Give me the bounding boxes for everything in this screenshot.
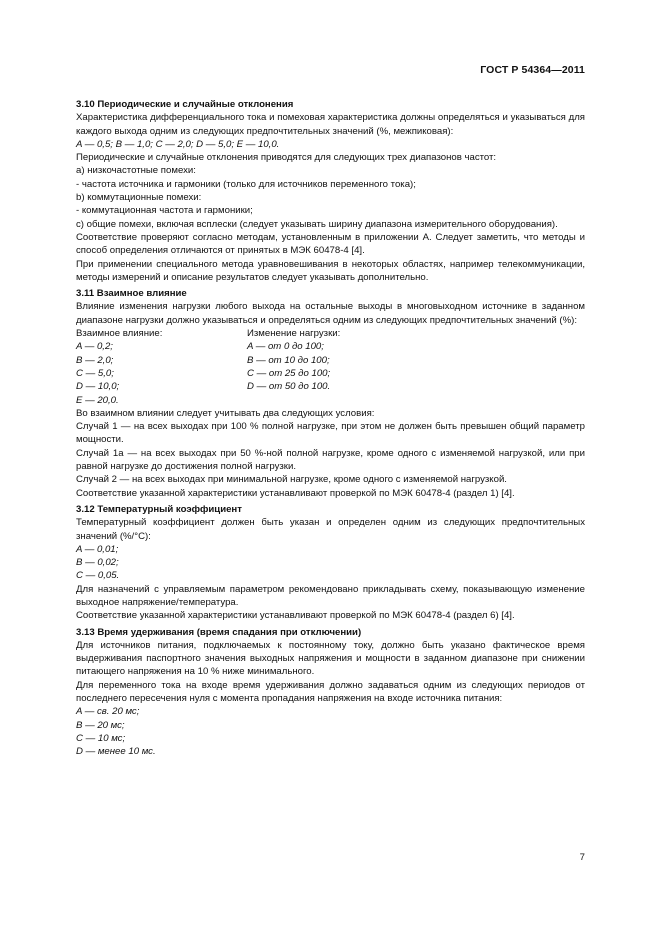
section-3-11-title: 3.11 Взаимное влияние xyxy=(76,288,187,300)
paragraph: Влияние изменения нагрузки любого выхода на остальные выходы в многовыходном источнике в заданном диапазоне нагрузки должно указываться и определяться одним из следующих предпочтительных значений (%): xyxy=(76,301,585,326)
paragraph: Температурный коэффициент должен быть указан и определен одним из следующих предпочтительных значений (%/°С): xyxy=(76,517,585,542)
value-cell: E — 20,0. xyxy=(76,394,119,406)
list-item: a) низкочастотные помехи: xyxy=(76,165,196,177)
value-cell: C — 5,0; xyxy=(76,367,114,379)
paragraph: Соответствие проверяют согласно методам, установленным в приложении А. Следует заметить, что методы и способ определения отличаются от принятых в МЭК 60478-4 [4]. xyxy=(76,231,585,257)
values-row xyxy=(76,367,585,380)
value-line: B — 0,02; xyxy=(76,557,119,569)
paragraph: Для переменного тока на входе время удерживания должно задаваться одним из следующих периодов от последнего пересечения нуля с момента пропадания напряжения на входе источника питания: xyxy=(76,679,585,705)
section-3-10-title: 3.10 Периодические и случайные отклонения xyxy=(76,99,294,110)
paragraph: Для назначений с управляемым параметром рекомендовано прикладывать схему, показывающую изменение выходное напряжение/температура. xyxy=(76,583,585,608)
value-cell: B — 2,0; xyxy=(76,354,114,366)
values-line: A — 0,5; B — 1,0; C — 2,0; D — 5,0; E — 10,0. xyxy=(76,138,280,150)
list-item: - коммутационная частота и гармоники; xyxy=(76,205,253,217)
section-3-12-title: 3.12 Температурный коэффициент xyxy=(76,503,242,515)
value-cell: C — от 25 до 100; xyxy=(247,367,331,379)
values-row xyxy=(76,394,585,407)
value-cell: A — от 0 до 100; xyxy=(247,341,324,353)
value-line: D — менее 10 мс. xyxy=(76,746,156,758)
value-cell xyxy=(247,394,585,407)
list-item: b) коммутационные помехи: xyxy=(76,192,202,204)
paragraph: Случай 1 — на всех выходах при 100 % полной нагрузке, при этом не должен быть превышен общий параметр мощности. xyxy=(76,421,585,446)
list-item: - частота источника и гармоники (только для источников переменного тока); xyxy=(76,178,416,190)
page-content xyxy=(76,98,585,759)
value-cell: A — 0,2; xyxy=(76,341,113,353)
values-row xyxy=(76,354,585,367)
value-cell: D — 10,0; xyxy=(76,381,120,393)
paragraph: Случай 2 — на всех выходах при минимальной нагрузке, кроме одного с изменяемой нагрузкой. xyxy=(76,474,507,486)
section-3-13-title: 3.13 Время удерживания (время спадания при отключении) xyxy=(76,626,362,638)
value-line: A — 0,01; xyxy=(76,543,119,555)
value-cell: D — от 50 до 100. xyxy=(247,381,331,393)
values-row xyxy=(76,340,585,353)
values-table-head xyxy=(76,327,585,340)
paragraph: Во взаимном влиянии следует учитывать два следующих условия: xyxy=(76,407,375,419)
paragraph: Соответствие указанной характеристики устанавливают проверкой по МЭК 60478-4 (раздел 6) [4]. xyxy=(76,610,515,622)
page-number: 7 xyxy=(579,852,585,863)
paragraph: Соответствие указанной характеристики устанавливают проверкой по МЭК 60478-4 (раздел 1) [4]. xyxy=(76,487,515,499)
paragraph: Для источников питания, подключаемых к постоянному току, должно быть указано фактическое время выдерживания паспортного значения выходных напряжения и мощности в заданном диапазоне при снижении питающего напряжения на 10 % ниже минимального. xyxy=(76,639,585,678)
paragraph: Характеристика дифференциального тока и помеховая характеристика должны определяться и указываться для каждого выхода одним из следующих предпочтительных значений (%, межпиковая): xyxy=(76,112,585,137)
column-head: Взаимное влияние: xyxy=(76,328,163,340)
value-line: B — 20 мс; xyxy=(76,719,125,731)
paragraph: При применении специального метода уравновешивания в некоторых областях, например телекоммуникации, методы измерений и описание результатов следует указывать дополнительно. xyxy=(76,258,585,283)
paragraph: Периодические и случайные отклонения приводятся для следующих трех диапазонов частот: xyxy=(76,152,497,164)
column-head: Изменение нагрузки: xyxy=(247,328,341,340)
paragraph: Случай 1а — на всех выходах при 50 %-ной полной нагрузке, кроме одного с изменяемой нагрузкой, или при равной нагрузке до достижения полной нагрузки. xyxy=(76,447,585,473)
value-line: C — 0,05. xyxy=(76,570,120,582)
value-line: A — св. 20 мс; xyxy=(76,706,140,718)
value-line: C — 10 мс; xyxy=(76,732,126,744)
list-item: c) общие помехи, включая всплески (следует указывать ширину диапазона измерительного оборудования). xyxy=(76,218,558,230)
values-row xyxy=(76,380,585,393)
value-cell: B — от 10 до 100; xyxy=(247,354,330,366)
document-header: ГОСТ Р 54364—2011 xyxy=(480,64,585,76)
